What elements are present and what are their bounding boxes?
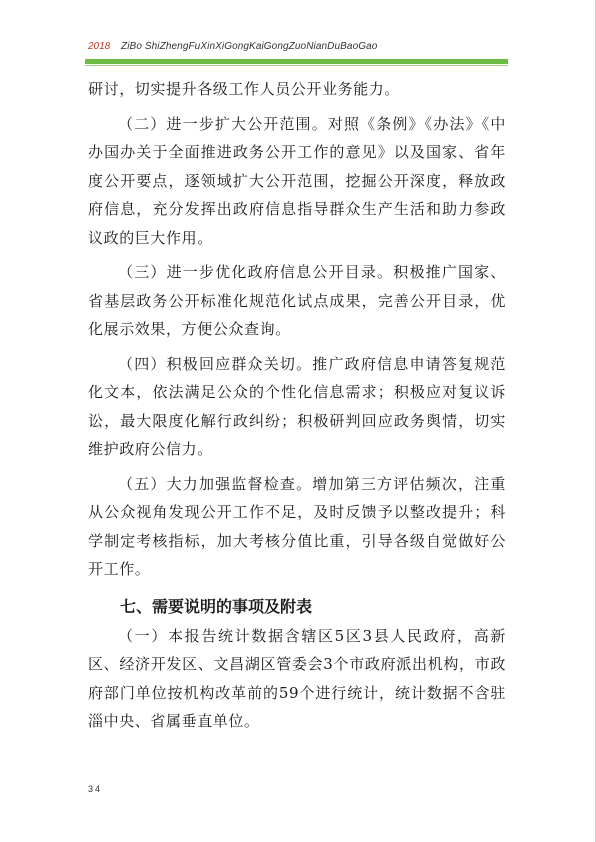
section-heading: 七、需要说明的事项及附表 <box>120 596 313 616</box>
paragraph-expand-scope: （二）进一步扩大公开范围。对照《条例》《办法》《中办国办关于全面推进政务公开工作的意见》以及国家、省年度公开要点，逐领域扩大公开范围，挖掘公开深度，释放政府信息，充分发挥出政府信息指导群众生产生活和助力参政议政的巨大作用。 <box>88 114 506 247</box>
header-rule-thin <box>85 65 508 66</box>
paragraph-continuation: 研讨，切实提升各级工作人员公开业务能力。 <box>88 80 401 98</box>
paragraph-supervision: （五）大力加强监督检查。增加第三方评估频次，注重从公众视角发现公开工作不足，及时反馈予以整改提升；科学制定考核指标，加大考核分值比重，引导各级自觉做好公开工作。 <box>88 474 506 578</box>
paragraph-optimize-catalog: （三）进一步优化政府信息公开目录。积极推广国家、省基层政务公开标准化规范化试点成果，完善公开目录，优化展示效果，方便公众查询。 <box>88 263 506 338</box>
header-subtitle: ZiBo ShiZhengFuXinXiGongKaiGongZuoNianDuBaoGao <box>121 41 378 52</box>
paragraph-statistics-note: （一）本报告统计数据含辖区5区3县人民政府，高新区、经济开发区、文昌湖区管委会3个市政府派出机构，市政府部门单位按机构改革前的59个进行统计，统计数据不含驻淄中央、省属垂直单位。 <box>88 626 506 730</box>
header-rule <box>85 59 508 64</box>
header-year: 2018 <box>88 41 111 52</box>
running-header <box>88 41 377 52</box>
paragraph-respond-public: （四）积极回应群众关切。推广政府信息申请答复规范化文本，依法满足公众的个性化信息需求；积极应对复议诉讼，最大限度化解行政纠纷；积极研判回应政务舆情，切实维护政府公信力。 <box>88 354 506 458</box>
page-number: 34 <box>88 784 103 794</box>
document-body <box>88 75 506 736</box>
